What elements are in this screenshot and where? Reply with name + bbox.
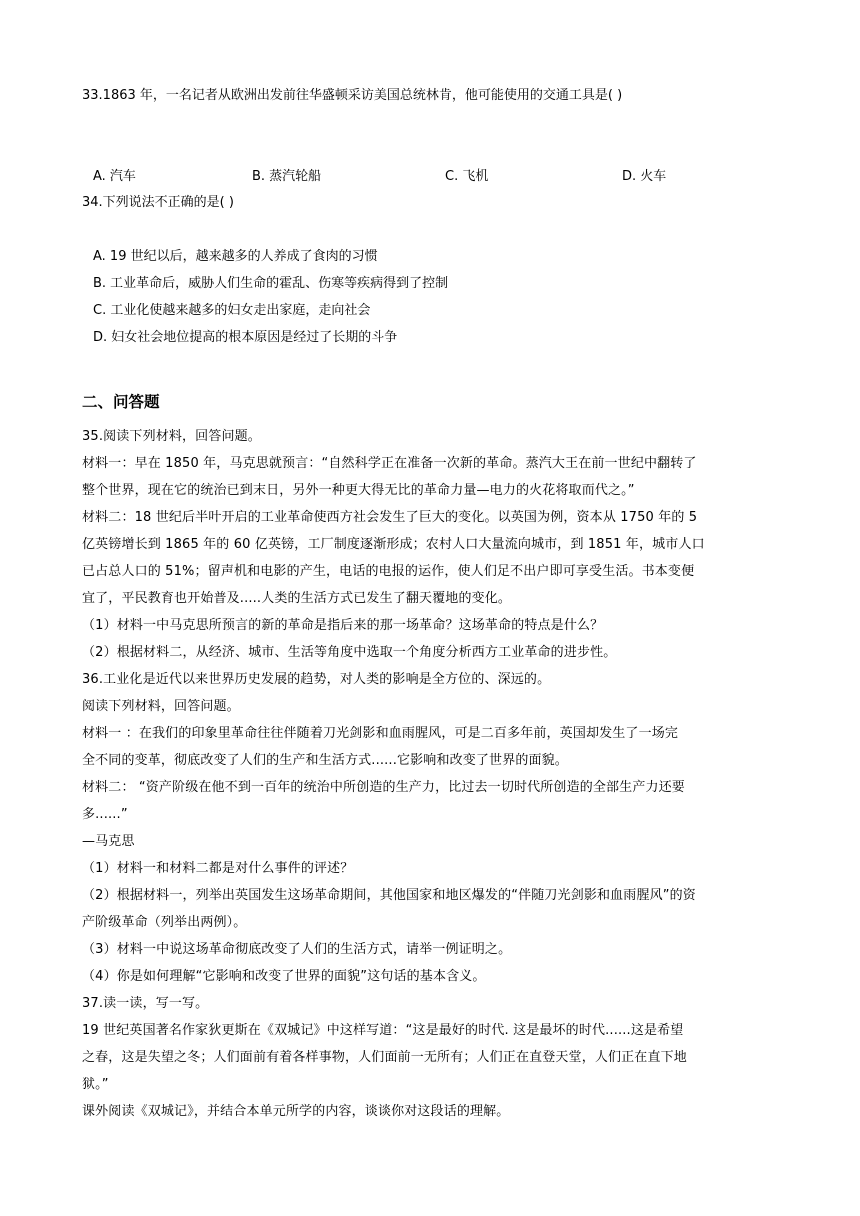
q35-line: 35.阅读下列材料，回答问题。 — [82, 429, 261, 444]
q36-line: 全不同的变革，彻底改变了人们的生产和生活方式......它影响和改变了世界的面貌。 — [82, 753, 568, 768]
q35-line: （2）根据材料二，从经济、城市、生活等角度中选取一个角度分析西方工业革命的进步性。 — [82, 645, 617, 660]
q35-line: （1）材料一中马克思所预言的新的革命是指后来的那一场革命？这场革命的特点是什么？ — [82, 618, 604, 633]
q36-line: 产阶级革命（列举出两例）。 — [82, 915, 247, 930]
q35-line: 整个世界，现在它的统治已到末日，另外一种更大得无比的革命力量—电力的火花将取而代之。” — [82, 483, 635, 498]
q35-line: 已占总人口的 51%；留声机和电影的产生，电话的电报的运作，使人们足不出户即可享受生活。书本变便 — [82, 564, 695, 579]
q37-line: 课外阅读《双城记》，并结合本单元所学的内容，谈谈你对这段话的理解。 — [82, 1104, 510, 1119]
q36-line: 材料二： “资产阶级在他不到一百年的统治中所创造的生产力，比过去一切时代所创造的全部生产力还要 — [82, 780, 685, 795]
q36-line: 材料一 ：在我们的印象里革命往往伴随着刀光剑影和血雨腥风，可是二百多年前，英国却发生了一场完 — [82, 726, 679, 741]
q36-line: 36.工业化是近代以来世界历史发展的趋势，对人类的影响是全方位的、深远的。 — [82, 672, 551, 687]
q33-option-d: D. 火车 — [622, 169, 667, 184]
q37-line: 之春，这是失望之冬；人们面前有着各样事物，人们面前一无所有；人们正在直登天堂，人们正在直下地 — [82, 1050, 687, 1065]
q34-option-d: D. 妇女社会地位提高的根本原因是经过了长期的斗争 — [93, 330, 398, 345]
q37-line: 狱。” — [82, 1077, 109, 1092]
q35-line: 宜了，平民教育也开始普及.....人类的生活方式已发生了翻天覆地的变化。 — [82, 591, 512, 606]
q35-line: 亿英镑增长到 1865 年的 60 亿英镑，工厂制度逐渐形成；农村人口大量流向城市，到 1851 年，城市人口 — [82, 537, 705, 552]
q33-stem: 33.1863 年，一名记者从欧洲出发前往华盛顿采访美国总统林肯，他可能使用的交通工具是( ) — [82, 88, 623, 103]
q36-line: （3）材料一中说这场革命彻底改变了人们的生活方式，请举一例证明之。 — [82, 942, 512, 957]
q33-option-a: A. 汽车 — [93, 169, 136, 184]
q37-line: 37.读一读，写一写。 — [82, 996, 209, 1011]
q36-line: （4）你是如何理解“它影响和改变了世界的面貌”这句话的基本含义。 — [82, 969, 486, 984]
q36-line: （2）根据材料一，列举出英国发生这场革命期间，其他国家和地区爆发的“伴随刀光剑影和血雨腥风”的资 — [82, 888, 696, 903]
q36-line: —马克思 — [82, 834, 135, 849]
q34-stem: 34.下列说法不正确的是( ) — [82, 195, 234, 210]
q36-line: （1）材料一和材料二都是对什么事件的评述？ — [82, 861, 354, 876]
q35-line: 材料二：18 世纪后半叶开启的工业革命使西方社会发生了巨大的变化。以英国为例，资本从 1750 年的 5 — [82, 510, 698, 525]
q33-option-b: B. 蒸汽轮船 — [252, 169, 322, 184]
q34-option-a: A. 19 世纪以后，越来越多的人养成了食肉的习惯 — [93, 249, 378, 264]
section-title: 二、问答题 — [82, 393, 160, 411]
q34-option-b: B. 工业革命后，威胁人们生命的霍乱、伤寒等疾病得到了控制 — [93, 276, 449, 291]
q37-line: 19 世纪英国著名作家狄更斯在《双城记》中这样写道：“这是最好的时代. 这是最坏的时代......这是希望 — [82, 1023, 684, 1038]
q35-line: 材料一：早在 1850 年，马克思就预言：“自然科学正在准备一次新的革命。蒸汽大王在前一世纪中翻转了 — [82, 456, 697, 471]
q33-option-c: C. 飞机 — [445, 169, 489, 184]
q34-option-c: C. 工业化使越来越多的妇女走出家庭，走向社会 — [93, 303, 371, 318]
q36-line: 阅读下列材料，回答问题。 — [82, 699, 240, 714]
q36-line: 多......” — [82, 807, 128, 822]
